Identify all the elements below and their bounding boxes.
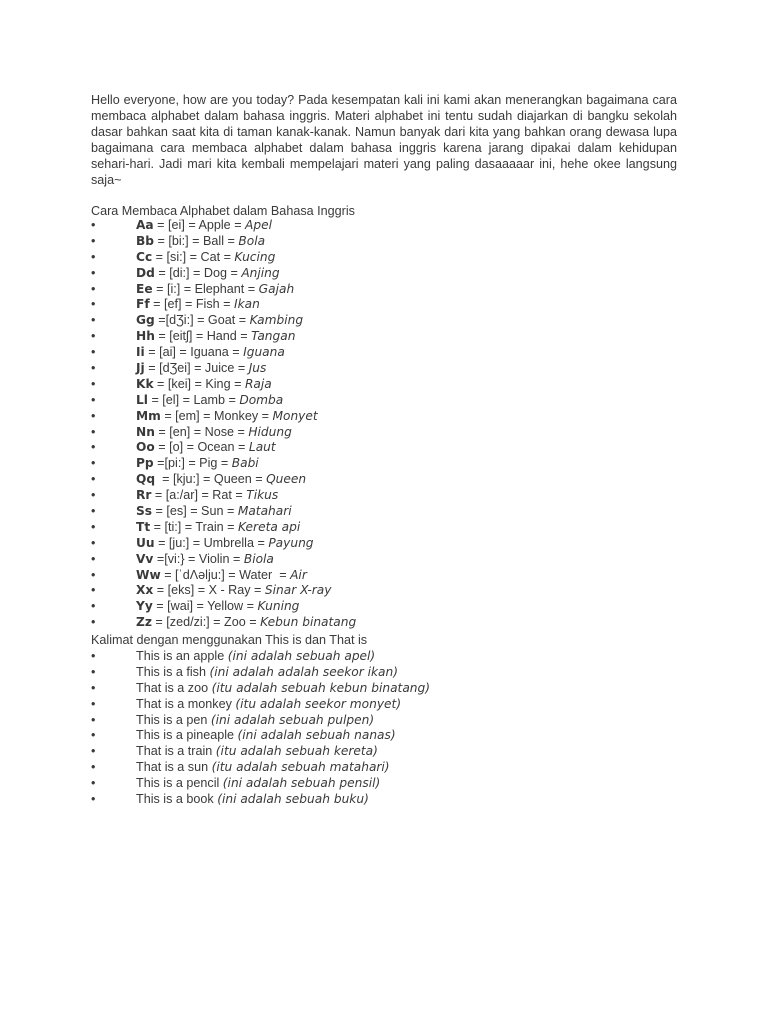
- letter-pair: Yy: [136, 599, 153, 614]
- translation: Air: [290, 567, 307, 582]
- alphabet-entry: [136, 599, 299, 615]
- letter-pair: Gg: [136, 313, 155, 328]
- translation: Jus: [248, 361, 267, 376]
- sentence-translation: (ini adalah adalah seekor ikan): [209, 664, 398, 679]
- alphabet-entry: [136, 393, 283, 409]
- sentence-text: That is a sun: [136, 760, 212, 775]
- alphabet-entry: [136, 377, 272, 393]
- sentence-translation: (itu adalah seekor monyet): [235, 696, 402, 711]
- sentence-entry: [136, 665, 398, 681]
- bullet: •: [91, 424, 96, 439]
- alphabet-item: [91, 234, 691, 250]
- bullet: •: [91, 728, 96, 743]
- alphabet-item: [91, 472, 691, 488]
- translation: Bola: [238, 233, 266, 248]
- bullet: •: [91, 744, 96, 759]
- letter-pair: Kk: [136, 376, 154, 391]
- alphabet-entry: [136, 282, 294, 298]
- bullet: •: [91, 392, 96, 407]
- sentence-text: This is an apple: [136, 649, 228, 663]
- sentence-entry: [136, 681, 430, 697]
- alphabet-item: [91, 409, 691, 425]
- bullet: •: [91, 535, 96, 550]
- translation: Queen: [266, 472, 307, 487]
- translation: Kereta api: [238, 519, 301, 534]
- bullet: •: [91, 712, 96, 727]
- pronunciation: = [ju:] = Umbrella =: [154, 535, 269, 550]
- alphabet-item: [91, 218, 691, 234]
- letter-pair: Dd: [136, 265, 155, 280]
- alphabet-item: [91, 440, 691, 456]
- alphabet-entry: [136, 234, 265, 250]
- pronunciation: = [ˈdΛəlju:] = Water =: [160, 567, 291, 582]
- translation: Biola: [243, 551, 274, 566]
- pronunciation: = [em] = Monkey =: [160, 408, 273, 423]
- translation: Sinar X-ray: [264, 583, 332, 598]
- sentence-item: [91, 665, 691, 681]
- translation: Ikan: [234, 297, 260, 312]
- alphabet-item: [91, 536, 691, 552]
- translation: Kucing: [234, 249, 276, 264]
- bullet: •: [91, 776, 96, 791]
- alphabet-item: [91, 568, 691, 584]
- translation: Monyet: [272, 408, 318, 423]
- sentence-item: [91, 697, 691, 713]
- sentence-text: This is a pen: [136, 712, 211, 727]
- alphabet-item: [91, 583, 691, 599]
- pronunciation: = [o] = Ocean =: [154, 440, 249, 455]
- alphabet-entry: [136, 536, 314, 552]
- translation: Kuning: [257, 599, 300, 614]
- sentence-translation: (ini adalah sebuah buku): [217, 792, 369, 807]
- bullet: •: [91, 313, 96, 328]
- alphabet-entry: [136, 361, 266, 377]
- alphabet-entry: [136, 520, 300, 536]
- alphabet-entry: [136, 329, 295, 345]
- bullet: •: [91, 760, 96, 775]
- alphabet-item: [91, 488, 691, 504]
- letter-pair: Oo: [136, 440, 155, 455]
- translation: Apel: [245, 218, 273, 232]
- alphabet-item: [91, 266, 691, 282]
- translation: Tangan: [251, 329, 296, 344]
- letter-pair: Nn: [136, 424, 155, 439]
- letter-pair: Xx: [136, 583, 154, 598]
- alphabet-entry: [136, 218, 272, 234]
- bullet: •: [91, 599, 96, 614]
- alphabet-entry: [136, 472, 306, 488]
- letter-pair: Uu: [136, 535, 155, 550]
- sentence-translation: (itu adalah sebuah kereta): [215, 744, 378, 759]
- alphabet-item: [91, 250, 691, 266]
- letter-pair: Mm: [136, 408, 161, 423]
- pronunciation: = [kju:] = Queen =: [155, 472, 267, 487]
- alphabet-item: [91, 615, 691, 631]
- bullet: •: [91, 345, 96, 360]
- sentence-text: This is a pineaple: [136, 728, 238, 743]
- alphabet-item: [91, 361, 691, 377]
- translation: Babi: [231, 456, 259, 471]
- alphabet-heading: Cara Membaca Alphabet dalam Bahasa Inggris: [91, 204, 355, 218]
- intro-paragraph: Hello everyone, how are you today? Pada kesempatan kali ini kami akan menerangkan bagaimana cara membaca alphabet dalam bahasa inggris. Materi alphabet ini tentu sudah diajarkan di bangku sekolah dasar bahkan saat kita di taman kanak-kanak. Namun banyak dari kita yang bahkan orang dewasa lupa bagaimana cara membaca alphabet dalam bahasa inggris karena jarang dipakai dalam kehidupan sehari-hari. Jadi mari kita kembali mempelajari materi yang paling dasaaaaar ini, hehe okee langsung saja~: [91, 93, 677, 187]
- pronunciation: =[pi:] = Pig =: [153, 456, 232, 471]
- pronunciation: = [bi:] = Ball =: [154, 233, 239, 248]
- sentence-translation: (ini adalah sebuah pensil): [222, 776, 381, 791]
- bullet: •: [91, 297, 96, 312]
- bullet: •: [91, 218, 96, 232]
- alphabet-item: [91, 504, 691, 520]
- letter-pair: Ww: [136, 567, 161, 582]
- sentence-text: That is a zoo: [136, 680, 212, 695]
- sentence-item: [91, 728, 691, 744]
- letter-pair: Pp: [136, 456, 154, 471]
- bullet: •: [91, 233, 96, 248]
- pronunciation: = [di:] = Dog =: [154, 265, 242, 280]
- sentence-entry: [136, 760, 390, 776]
- alphabet-item: [91, 552, 691, 568]
- bullet: •: [91, 472, 96, 487]
- bullet: •: [91, 376, 96, 391]
- letter-pair: Rr: [136, 488, 152, 503]
- alphabet-item: [91, 313, 691, 329]
- alphabet-entry: [136, 313, 303, 329]
- sentence-entry: [136, 744, 378, 760]
- pronunciation: = [dƷei] = Juice =: [144, 361, 249, 376]
- alphabet-item: [91, 329, 691, 345]
- bullet: •: [91, 664, 96, 679]
- bullet: •: [91, 440, 96, 455]
- pronunciation: = [ti:] = Train =: [150, 519, 238, 534]
- pronunciation: =[vi:} = Violin =: [153, 551, 244, 566]
- sentence-entry: [136, 776, 380, 792]
- pronunciation: = [ef] = Fish =: [149, 297, 234, 312]
- alphabet-entry: [136, 568, 307, 584]
- translation: Raja: [244, 376, 272, 391]
- alphabet-entry: [136, 488, 278, 504]
- bullet: •: [91, 249, 96, 264]
- sentence-item: [91, 792, 691, 808]
- translation: Hidung: [248, 424, 292, 439]
- sentence-item: [91, 760, 691, 776]
- pronunciation: =[dƷi:] = Goat =: [154, 313, 250, 328]
- letter-pair: Ll: [136, 392, 148, 407]
- letter-pair: Ii: [136, 345, 145, 360]
- sentence-text: This is a pencil: [136, 776, 223, 791]
- sentence-item: [91, 776, 691, 792]
- sentences-heading: Kalimat dengan menggunakan This is dan That is: [91, 633, 368, 647]
- alphabet-entry: [136, 266, 280, 282]
- alphabet-entry: [136, 409, 318, 425]
- alphabet-entry: [136, 440, 276, 456]
- bullet: •: [91, 615, 96, 630]
- sentence-text: That is a monkey: [136, 696, 236, 711]
- pronunciation: = [wai] = Yellow =: [152, 599, 258, 614]
- bullet: •: [91, 583, 96, 598]
- sentence-entry: [136, 728, 396, 744]
- pronunciation: = [kei] = King =: [153, 376, 245, 391]
- letter-pair: Vv: [136, 551, 154, 566]
- bullet: •: [91, 504, 96, 519]
- bullet: •: [91, 361, 96, 376]
- alphabet-item: [91, 345, 691, 361]
- bullet: •: [91, 680, 96, 695]
- alphabet-item: [91, 599, 691, 615]
- alphabet-entry: [136, 552, 274, 568]
- sentence-entry: [136, 713, 374, 729]
- translation: Domba: [239, 392, 284, 407]
- letter-pair: Ee: [136, 281, 153, 296]
- alphabet-list: [91, 218, 691, 631]
- letter-pair: Zz: [136, 615, 152, 630]
- sentence-text: That is a train: [136, 744, 216, 759]
- bullet: •: [91, 408, 96, 423]
- sentence-entry: [136, 649, 375, 665]
- alphabet-item: [91, 297, 691, 313]
- letter-pair: Ss: [136, 504, 153, 519]
- translation: Matahari: [237, 504, 292, 519]
- pronunciation: = [es] = Sun =: [152, 504, 238, 519]
- bullet: •: [91, 329, 96, 344]
- bullet: •: [91, 281, 96, 296]
- pronunciation: = [en] = Nose =: [154, 424, 249, 439]
- pronunciation: = [eitʃ] = Hand =: [154, 329, 252, 344]
- bullet: •: [91, 649, 96, 663]
- letter-pair: Tt: [136, 519, 151, 534]
- pronunciation: = [el] = Lamb =: [147, 392, 240, 407]
- translation: Gajah: [258, 281, 295, 296]
- bullet: •: [91, 696, 96, 711]
- translation: Kebun binatang: [260, 615, 357, 630]
- sentence-translation: (itu adalah sebuah matahari): [211, 760, 390, 775]
- translation: Anjing: [241, 265, 280, 280]
- pronunciation: = [si:] = Cat =: [152, 249, 235, 264]
- sentence-entry: [136, 697, 401, 713]
- bullet: •: [91, 456, 96, 471]
- sentence-item: [91, 713, 691, 729]
- translation: Kambing: [249, 313, 304, 328]
- alphabet-item: [91, 456, 691, 472]
- alphabet-item: [91, 377, 691, 393]
- alphabet-entry: [136, 297, 260, 313]
- translation: Tikus: [246, 488, 279, 503]
- translation: Iguana: [243, 345, 285, 360]
- sentence-translation: (ini adalah sebuah nanas): [237, 728, 396, 743]
- letter-pair: Jj: [136, 361, 145, 376]
- sentence-translation: (itu adalah sebuah kebun binatang): [211, 680, 431, 695]
- pronunciation: = [a:/ar] = Rat =: [151, 488, 247, 503]
- sentence-translation: (ini adalah sebuah apel): [227, 649, 376, 663]
- pronunciation: = [ai] = Iguana =: [144, 345, 244, 360]
- alphabet-entry: [136, 504, 292, 520]
- pronunciation: = [eks] = X - Ray =: [153, 583, 265, 598]
- bullet: •: [91, 519, 96, 534]
- letter-pair: Ff: [136, 297, 150, 312]
- bullet: •: [91, 265, 96, 280]
- sentence-item: [91, 744, 691, 760]
- alphabet-entry: [136, 583, 331, 599]
- alphabet-entry: [136, 425, 292, 441]
- alphabet-item: [91, 393, 691, 409]
- alphabet-item: [91, 520, 691, 536]
- translation: Laut: [248, 440, 276, 455]
- translation: Payung: [268, 535, 314, 550]
- alphabet-entry: [136, 250, 275, 266]
- alphabet-entry: [136, 456, 259, 472]
- bullet: •: [91, 488, 96, 503]
- bullet: •: [91, 792, 96, 807]
- sentence-entry: [136, 792, 369, 808]
- sentence-text: This is a book: [136, 792, 218, 807]
- pronunciation: = [i:] = Elephant =: [152, 281, 259, 296]
- sentence-item: [91, 681, 691, 697]
- sentence-translation: (ini adalah sebuah pulpen): [210, 712, 375, 727]
- pronunciation: = [zed/zi:] = Zoo =: [151, 615, 261, 630]
- alphabet-item: [91, 425, 691, 441]
- alphabet-item: [91, 282, 691, 298]
- letter-pair: Hh: [136, 329, 155, 344]
- letter-pair: Cc: [136, 249, 153, 264]
- bullet: •: [91, 551, 96, 566]
- alphabet-entry: [136, 615, 356, 631]
- sentence-text: This is a fish: [136, 664, 210, 679]
- sentence-list: [91, 649, 691, 808]
- sentence-item: [91, 649, 691, 665]
- letter-pair: Qq: [136, 472, 156, 487]
- pronunciation: = [ei] = Apple =: [153, 218, 246, 232]
- alphabet-entry: [136, 345, 285, 361]
- letter-pair: Bb: [136, 233, 155, 248]
- letter-pair: Aa: [136, 218, 154, 232]
- bullet: •: [91, 567, 96, 582]
